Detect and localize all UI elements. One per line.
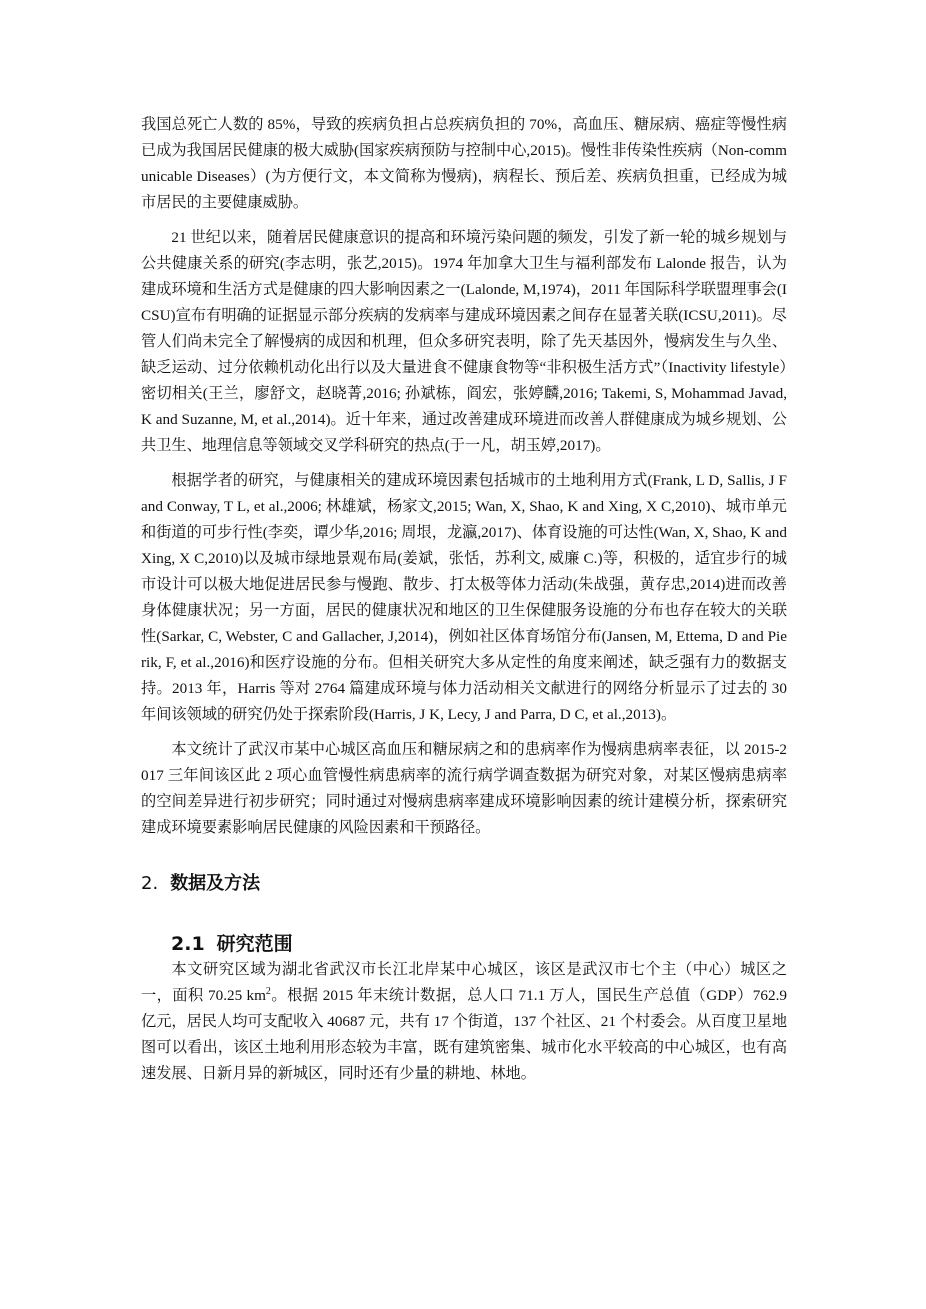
subsection-heading [171, 931, 787, 957]
section-heading [141, 871, 787, 897]
section-number: 2. [141, 873, 159, 894]
paragraph-chronic-disease-burden: 我国总死亡人数的 85%，导致的疾病负担占总疾病负担的 70%，高血压、糖尿病、癌症等慢性病已成为我国居民健康的极大威胁(国家疾病预防与控制中心,2015)。慢性非传染性疾病（Non-communicable Diseases）(为方便行文，本文简称为慢病)，病程长、预后差、疾病负担重，已经成为城市居民的主要健康威胁。 [141, 116, 787, 211]
paragraph-built-environment-factors: 根据学者的研究，与健康相关的建成环境因素包括城市的土地利用方式(Frank, L D, Sallis, J F and Conway, T L, et al.,2006; 林雄斌，杨家文,2015; Wan, X, Shao, K and Xing, X C,2010)、城市单元和街道的可步行性(李奕，谭少华,2016; 周垠，龙瀛,2017)、体育设施的可达性(Wan, X, Shao, K and Xing, X C,2010)以及城市绿地景观布局(姜斌，张恬，苏利文, 威廉 C.)等，积极的，适宜步行的城市设计可以极大地促进居民参与慢跑、散步、打太极等体力活动(朱战强，黄存忠,2014)进而改善身体健康状况；另一方面，居民的健康状况和地区的卫生保健服务设施的分布也存在较大的关联性(Sarkar, C, Webster, C and Gallacher, J,2014)，例如社区体育场馆分布(Jansen, M, Ettema, D and Pierik, F, et al.,2016)和医疗设施的分布。但相关研究大多从定性的角度来阐述，缺乏强有力的数据支持。2013 年，Harris 等对 2764 篇建成环境与体力活动相关文献进行的网络分析显示了过去的 30 年间该领域的研究仍处于探索阶段(Harris, J K, Lecy, J and Parra, D C, et al.,2013)。 [141, 472, 787, 723]
subsection-number: 2.1 [171, 933, 205, 955]
paragraph-study-objective: 本文统计了武汉市某中心城区高血压和糖尿病之和的患病率作为慢病患病率表征，以 2015-2017 三年间该区此 2 项心血管慢性病患病率的流行病学调查数据为研究对象，对某区慢病患病率的空间差异进行初步研究；同时通过对慢病患病率建成环境影响因素的统计建模分析，探索研究建成环境要素影响居民健康的风险因素和干预路径。 [141, 741, 787, 836]
section-title: 数据及方法 [170, 873, 261, 894]
area-unit-superscript: 2 [265, 985, 271, 997]
subsection-title: 研究范围 [216, 933, 293, 955]
paragraph-study-area [141, 957, 787, 1087]
study-area-text-start: 本文研究区域为湖北省武汉市长江北岸某中心城区，该区是武汉市七个主（中心）城区之一，面积 70.25 km [141, 961, 787, 1004]
study-area-text-end: 。根据 2015 年末统计数据，总人口 71.1 万人，国民生产总值（GDP）762.9 亿元，居民人均可支配收入 40687 元，共有 17 个街道，137 个社区、21 个村委会。从百度卫星地图可以看出，该区土地利用形态较为丰富，既有建筑密集、城市化水平较高的中心城区，也有高速发展、日新月异的新城区，同时还有少量的耕地、林地。 [141, 987, 787, 1082]
paragraph-urban-health-research: 21 世纪以来，随着居民健康意识的提高和环境污染问题的频发，引发了新一轮的城乡规划与公共健康关系的研究(李志明，张艺,2015)。1974 年加拿大卫生与福利部发布 Lalonde 报告，认为建成环境和生活方式是健康的四大影响因素之一(Lalonde, M,1974)，2011 年国际科学联盟理事会(ICSU)宣布有明确的证据显示部分疾病的发病率与建成环境因素之间存在显著关联(ICSU,2011)。尽管人们尚未完全了解慢病的成因和机理，但众多研究表明，除了先天基因外，慢病发生与久坐、缺乏运动、过分依赖机动化出行以及大量进食不健康食物等“非积极生活方式”（Inactivity lifestyle）密切相关(王兰，廖舒文，赵晓菁,2016; 孙斌栋，阎宏，张婷麟,2016; Takemi, S, Mohammad Javad, K and Suzanne, M, et al.,2014)。近十年来，通过改善建成环境进而改善人群健康成为城乡规划、公共卫生、地理信息等领域交叉学科研究的热点(于一凡，胡玉婷,2017)。 [141, 229, 787, 454]
page-content [141, 112, 787, 1087]
